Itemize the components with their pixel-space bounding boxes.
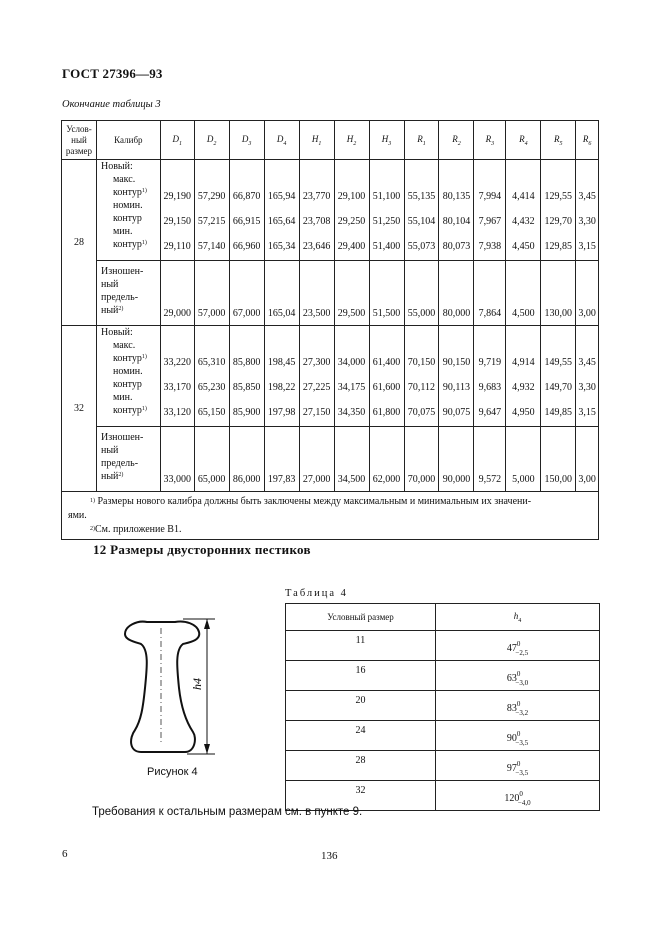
value-cell: 165,94 165,64 165,34 <box>264 160 299 261</box>
value-cell: 23,500 <box>299 261 334 326</box>
value-cell: 34,000 34,175 34,350 <box>334 326 369 427</box>
table-row-worn <box>62 427 599 492</box>
pestle-drawing <box>115 608 235 758</box>
caliber-worn-label: Изношен- ный предель- ный$^{2)}$ <box>96 261 160 326</box>
value-cell: 80,135 80,104 80,073 <box>439 160 474 261</box>
sheet-number: 136 <box>321 850 338 862</box>
nominal-size-cell: 28 <box>62 160 97 326</box>
value-cell: 150,00 <box>541 427 576 492</box>
t4-header-size: Условный размер <box>286 604 436 631</box>
table-4-row <box>286 691 600 721</box>
t4-h4-cell: $97^0_{-3,5}$ <box>436 751 600 781</box>
value-cell: 23,770 23,708 23,646 <box>299 160 334 261</box>
pestle-outline <box>125 621 199 752</box>
table-footnotes: $^{1)}$ Размеры нового калибра должны быть заключены между максимальным и минимальным их значени- ями. $^{2)}$См. приложение В1. <box>62 492 599 540</box>
value-cell: 80,000 <box>439 261 474 326</box>
value-cell: 65,310 65,230 65,150 <box>194 326 229 427</box>
value-cell: 165,04 <box>264 261 299 326</box>
value-cell: 29,190 29,150 29,110 <box>160 160 194 261</box>
value-cell: 27,300 27,225 27,150 <box>299 326 334 427</box>
document-title: ГОСТ 27396—93 <box>62 66 163 81</box>
value-cell: 86,000 <box>229 427 264 492</box>
value-cell: 149,55 149,70 149,85 <box>541 326 576 427</box>
value-cell: 29,100 29,250 29,400 <box>334 160 369 261</box>
table-row-new <box>62 326 599 427</box>
value-cell: 129,55 129,70 129,85 <box>541 160 576 261</box>
header-r6: $R_6$ <box>576 121 599 160</box>
caliber-new-label: Новый: макс. контур$^{1)}$ номин. контур мин. контур$^{1)}$ <box>96 326 160 427</box>
t4-h4-cell: $47^0_{-2,5}$ <box>436 631 600 661</box>
table-4-row <box>286 631 600 661</box>
value-cell: 33,220 33,170 33,120 <box>160 326 194 427</box>
value-cell: 65,000 <box>194 427 229 492</box>
t4-size-cell: 32 <box>286 781 436 811</box>
value-cell: 34,500 <box>334 427 369 492</box>
requirements-note: Требования к остальным размерам см. в пункте 9. <box>92 806 363 818</box>
value-cell: 55,135 55,104 55,073 <box>404 160 439 261</box>
value-cell: 33,000 <box>160 427 194 492</box>
value-cell: 7,994 7,967 7,938 <box>474 160 506 261</box>
value-cell: 62,000 <box>369 427 404 492</box>
header-r4: $R_4$ <box>506 121 541 160</box>
figure-4 <box>115 608 235 763</box>
t4-size-cell: 11 <box>286 631 436 661</box>
value-cell: 70,000 <box>404 427 439 492</box>
value-cell: 130,00 <box>541 261 576 326</box>
caliber-worn-label: Изношен- ный предель- ный$^{2)}$ <box>96 427 160 492</box>
value-cell: 9,572 <box>474 427 506 492</box>
t4-h4-cell: $90^0_{-3,5}$ <box>436 721 600 751</box>
t4-header-h4: $h_4$ <box>436 604 600 631</box>
value-cell: 66,870 66,915 66,960 <box>229 160 264 261</box>
header-r2: $R_2$ <box>439 121 474 160</box>
table-4-caption: Таблица 4 <box>285 588 348 599</box>
value-cell: 198,45 198,22 197,98 <box>264 326 299 427</box>
t4-h4-cell: $63^0_{-3,0}$ <box>436 661 600 691</box>
value-cell: 3,45 3,30 3,15 <box>576 160 599 261</box>
t4-size-cell: 28 <box>286 751 436 781</box>
footnote-row <box>62 492 599 540</box>
header-r5: $R_5$ <box>541 121 576 160</box>
value-cell: 67,000 <box>229 261 264 326</box>
header-d2: $D_2$ <box>194 121 229 160</box>
value-cell: 4,914 4,932 4,950 <box>506 326 541 427</box>
table-continuation-caption: Окончание таблицы 3 <box>62 99 161 110</box>
section-heading: 12 Размеры двусторонних пестиков <box>93 542 311 557</box>
header-r1: $R_1$ <box>404 121 439 160</box>
value-cell: 197,83 <box>264 427 299 492</box>
table-4 <box>285 603 600 811</box>
value-cell: 61,400 61,600 61,800 <box>369 326 404 427</box>
value-cell: 3,45 3,30 3,15 <box>576 326 599 427</box>
value-cell: 3,00 <box>576 427 599 492</box>
header-caliber: Калибр <box>96 121 160 160</box>
value-cell: 4,414 4,432 4,450 <box>506 160 541 261</box>
value-cell: 7,864 <box>474 261 506 326</box>
value-cell: 5,000 <box>506 427 541 492</box>
header-h2: $H_2$ <box>334 121 369 160</box>
table-row-new <box>62 160 599 261</box>
table-4-row <box>286 661 600 691</box>
footnote-2: См. приложение В1. <box>95 524 182 535</box>
value-cell: 9,719 9,683 9,647 <box>474 326 506 427</box>
table-row-worn <box>62 261 599 326</box>
footnote-1: Размеры нового калибра должны быть заключены между максимальным и минимальным их значени- <box>97 496 532 507</box>
value-cell: 85,800 85,850 85,900 <box>229 326 264 427</box>
table-4-header <box>286 604 600 631</box>
table-4-row <box>286 751 600 781</box>
header-d4: $D_4$ <box>264 121 299 160</box>
header-r3: $R_3$ <box>474 121 506 160</box>
header-d3: $D_3$ <box>229 121 264 160</box>
header-h1: $H_1$ <box>299 121 334 160</box>
value-cell: 90,000 <box>439 427 474 492</box>
t4-size-cell: 20 <box>286 691 436 721</box>
page-number: 6 <box>62 848 68 860</box>
value-cell: 27,000 <box>299 427 334 492</box>
value-cell: 51,100 51,250 51,400 <box>369 160 404 261</box>
value-cell: 29,000 <box>160 261 194 326</box>
value-cell: 51,500 <box>369 261 404 326</box>
value-cell: 29,500 <box>334 261 369 326</box>
t4-h4-cell: $120^0_{-4,0}$ <box>436 781 600 811</box>
table-3 <box>61 120 599 540</box>
value-cell: 57,290 57,215 57,140 <box>194 160 229 261</box>
nominal-size-cell: 32 <box>62 326 97 492</box>
t4-h4-cell: $83^0_{-3,2}$ <box>436 691 600 721</box>
table-4-row <box>286 721 600 751</box>
value-cell: 90,150 90,113 90,075 <box>439 326 474 427</box>
value-cell: 57,000 <box>194 261 229 326</box>
caliber-new-label: Новый: макс. контур$^{1)}$ номин. контур мин. контур$^{1)}$ <box>96 160 160 261</box>
header-d1: $D_1$ <box>160 121 194 160</box>
footnote-1-continuation: ями. <box>68 510 87 521</box>
header-nominal-size: Услов- ный размер <box>62 121 97 160</box>
header-h3: $H_3$ <box>369 121 404 160</box>
value-cell: 70,150 70,112 70,075 <box>404 326 439 427</box>
t4-size-cell: 16 <box>286 661 436 691</box>
table-header-row <box>62 121 599 160</box>
value-cell: 4,500 <box>506 261 541 326</box>
dimension-h4-label: h4 <box>190 678 204 690</box>
figure-caption: Рисунок 4 <box>147 766 198 778</box>
t4-size-cell: 24 <box>286 721 436 751</box>
value-cell: 3,00 <box>576 261 599 326</box>
value-cell: 55,000 <box>404 261 439 326</box>
